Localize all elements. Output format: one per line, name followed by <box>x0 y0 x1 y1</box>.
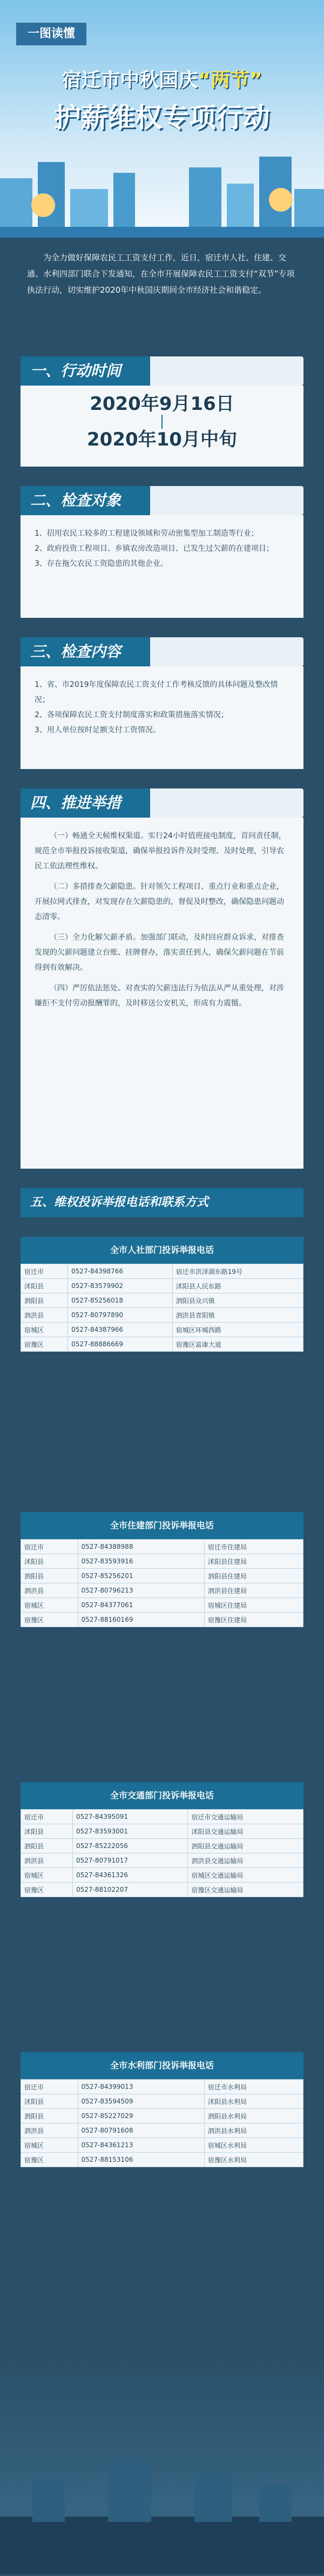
measure-paragraph: （三）全力化解欠薪矛盾。加强部门联动，及时回应群众诉求，对排查发现的欠薪问题建立台账、挂牌督办，落实责任到人，确保欠薪问题在节前得到有效解决。 <box>35 933 284 972</box>
table-row: 泗洪县 0527-80796213 泗洪县住建局 <box>21 1583 303 1598</box>
section-title: 五、维权投诉举报电话和联系方式 <box>30 1196 209 1209</box>
section-header <box>21 486 303 515</box>
table-row: 泗阳县 0527-85256018 泗阳县众兴镇 <box>21 1293 303 1308</box>
contact-table-water <box>21 2052 303 2167</box>
measure-paragraph: （四）严厉依法惩处。对查实的欠薪违法行为依法从严从重处理，对涉嫌拒不支付劳动报酬罪的，及时移送公安机关，形成有力震慑。 <box>35 984 284 1008</box>
section-title: 一、行动时间 <box>30 362 122 380</box>
measure-paragraph: （一）畅通全天候维权渠道。实行24小时值班接电制度，首问责任制，规范全市举报投诉接收渠道，确保举报投诉件及时受理、及时处理，引导农民工依法理性维权。 <box>35 832 286 871</box>
table-row: 宿迁市 0527-84399013 宿迁市水利局 <box>21 2080 303 2094</box>
table-row: 泗阳县 0527-85256201 泗阳县住建局 <box>21 1569 303 1583</box>
intro-paragraph: 为全力做好保障农民工工资支付工作，近日，宿迁市人社、住建、交通、水利四部门联合下发通知，在全市开展保障农民工工资支付“双节”专项执法行动，切实维护2020年中秋国庆期间全市经济社会和谐稳定。 <box>27 253 295 295</box>
table-row: 宿豫区 0527-88153106 宿豫区水利局 <box>21 2153 303 2167</box>
table-row: 宿豫区 0527-88160169 宿豫区住建局 <box>21 1613 303 1627</box>
list-item: 1、省、市2019年度保障农民工资支付工作考核反馈的具体问题及整改情况； <box>35 680 278 704</box>
table-row: 泗洪县 0527-80791017 泗洪县交通运输局 <box>21 1853 303 1868</box>
end-date: 2020年10月中旬 <box>87 429 237 450</box>
table-row: 宿城区 0527-84361213 宿城区水利局 <box>21 2138 303 2153</box>
table-row: 宿迁市 0527-84388988 宿迁市住建局 <box>21 1540 303 1554</box>
list-item: 3、存在拖欠农民工资隐患的其他企业。 <box>35 559 168 568</box>
table-row: 泗洪县 0527-80791608 泗洪县水利局 <box>21 2123 303 2138</box>
section-measures <box>21 788 303 1169</box>
section-time <box>21 356 303 467</box>
list-item: 2、政府投资工程项目、乡镇农房改造项目、已发生过欠薪的在建项目； <box>35 544 274 553</box>
header-tag: 一图读懂 <box>16 23 86 45</box>
section-contacts <box>21 1188 303 1217</box>
table-title: 全市住建部门投诉举报电话 <box>21 1512 303 1539</box>
city-silhouette-icon <box>0 2355 324 2574</box>
section-title: 三、检查内容 <box>30 643 122 660</box>
table-row: 宿豫区 0527-88102207 宿豫区交通运输局 <box>21 1883 303 1897</box>
table-row: 沭阳县 0527-83593001 沭阳县交通运输局 <box>21 1824 303 1839</box>
table-title: 全市人社部门投诉举报电话 <box>21 1237 303 1264</box>
table-row: 宿城区 0527-84377061 宿城区住建局 <box>21 1598 303 1613</box>
measure-paragraph: （二）多措排查欠薪隐患。针对领欠工程项目、重点行业和重点企业，开展拉网式排查，对发现存在欠薪隐患的，督促及时整改，确保隐患问题动态清零。 <box>35 882 284 921</box>
section-header <box>21 637 303 666</box>
table-title: 全市水利部门投诉举报电话 <box>21 2052 303 2079</box>
section-content <box>21 637 303 769</box>
table-row: 宿迁市 0527-84395091 宿迁市交通运输局 <box>21 1810 303 1824</box>
table-row: 宿迁市 0527-84398766 宿迁市洪泽湖东路19号 <box>21 1264 303 1279</box>
table-title: 全市交通部门投诉举报电话 <box>21 1782 303 1809</box>
table-row: 沭阳县 0527-83594509 沭阳县水利局 <box>21 2094 303 2109</box>
table-row: 宿豫区 0527-88886669 宿豫区富康大道 <box>21 1337 303 1352</box>
table-row: 泗洪县 0527-80797890 泗洪县青阳镇 <box>21 1308 303 1323</box>
hero-title-line1: 宿迁市中秋国庆“两节” <box>62 69 262 91</box>
contact-table-transport <box>21 1782 303 1897</box>
table-row: 泗阳县 0527-85222056 泗阳县交通运输局 <box>21 1839 303 1853</box>
contact-table-housing <box>21 1512 303 1627</box>
section-title: 二、检查对象 <box>30 491 122 509</box>
section-title: 四、推进举措 <box>30 794 122 812</box>
list-item: 1、招用农民工较多的工程建设领域和劳动密集型加工制造等行业； <box>35 529 259 538</box>
start-date: 2020年9月16日 <box>90 393 234 415</box>
table-row: 宿城区 0527-84361326 宿城区交通运输局 <box>21 1868 303 1883</box>
list-item: 2、各项保障农民工资支付制度落实和政策措施落实情况； <box>35 711 228 719</box>
section-targets <box>21 486 303 618</box>
city-skyline-illustration <box>0 140 324 238</box>
table-row: 宿城区 0527-84387966 宿城区环城西路 <box>21 1323 303 1337</box>
table-row: 泗阳县 0527-85227029 泗阳县水利局 <box>21 2109 303 2123</box>
hero-banner <box>0 0 324 238</box>
section-header <box>21 356 303 386</box>
section-header <box>21 788 303 818</box>
section-header <box>21 1188 303 1217</box>
contact-table-hrss <box>21 1237 303 1352</box>
table-row: 沭阳县 0527-83593916 沭阳县住建局 <box>21 1554 303 1569</box>
hero-title-line2: 护薪维权专项行动 <box>54 102 270 133</box>
table-row: 沭阳县 0527-83579902 沭阳县人民东路 <box>21 1279 303 1293</box>
footer-illustration <box>0 2355 324 2574</box>
list-item: 3、用人单位按时足额支付工资情况。 <box>35 726 160 734</box>
